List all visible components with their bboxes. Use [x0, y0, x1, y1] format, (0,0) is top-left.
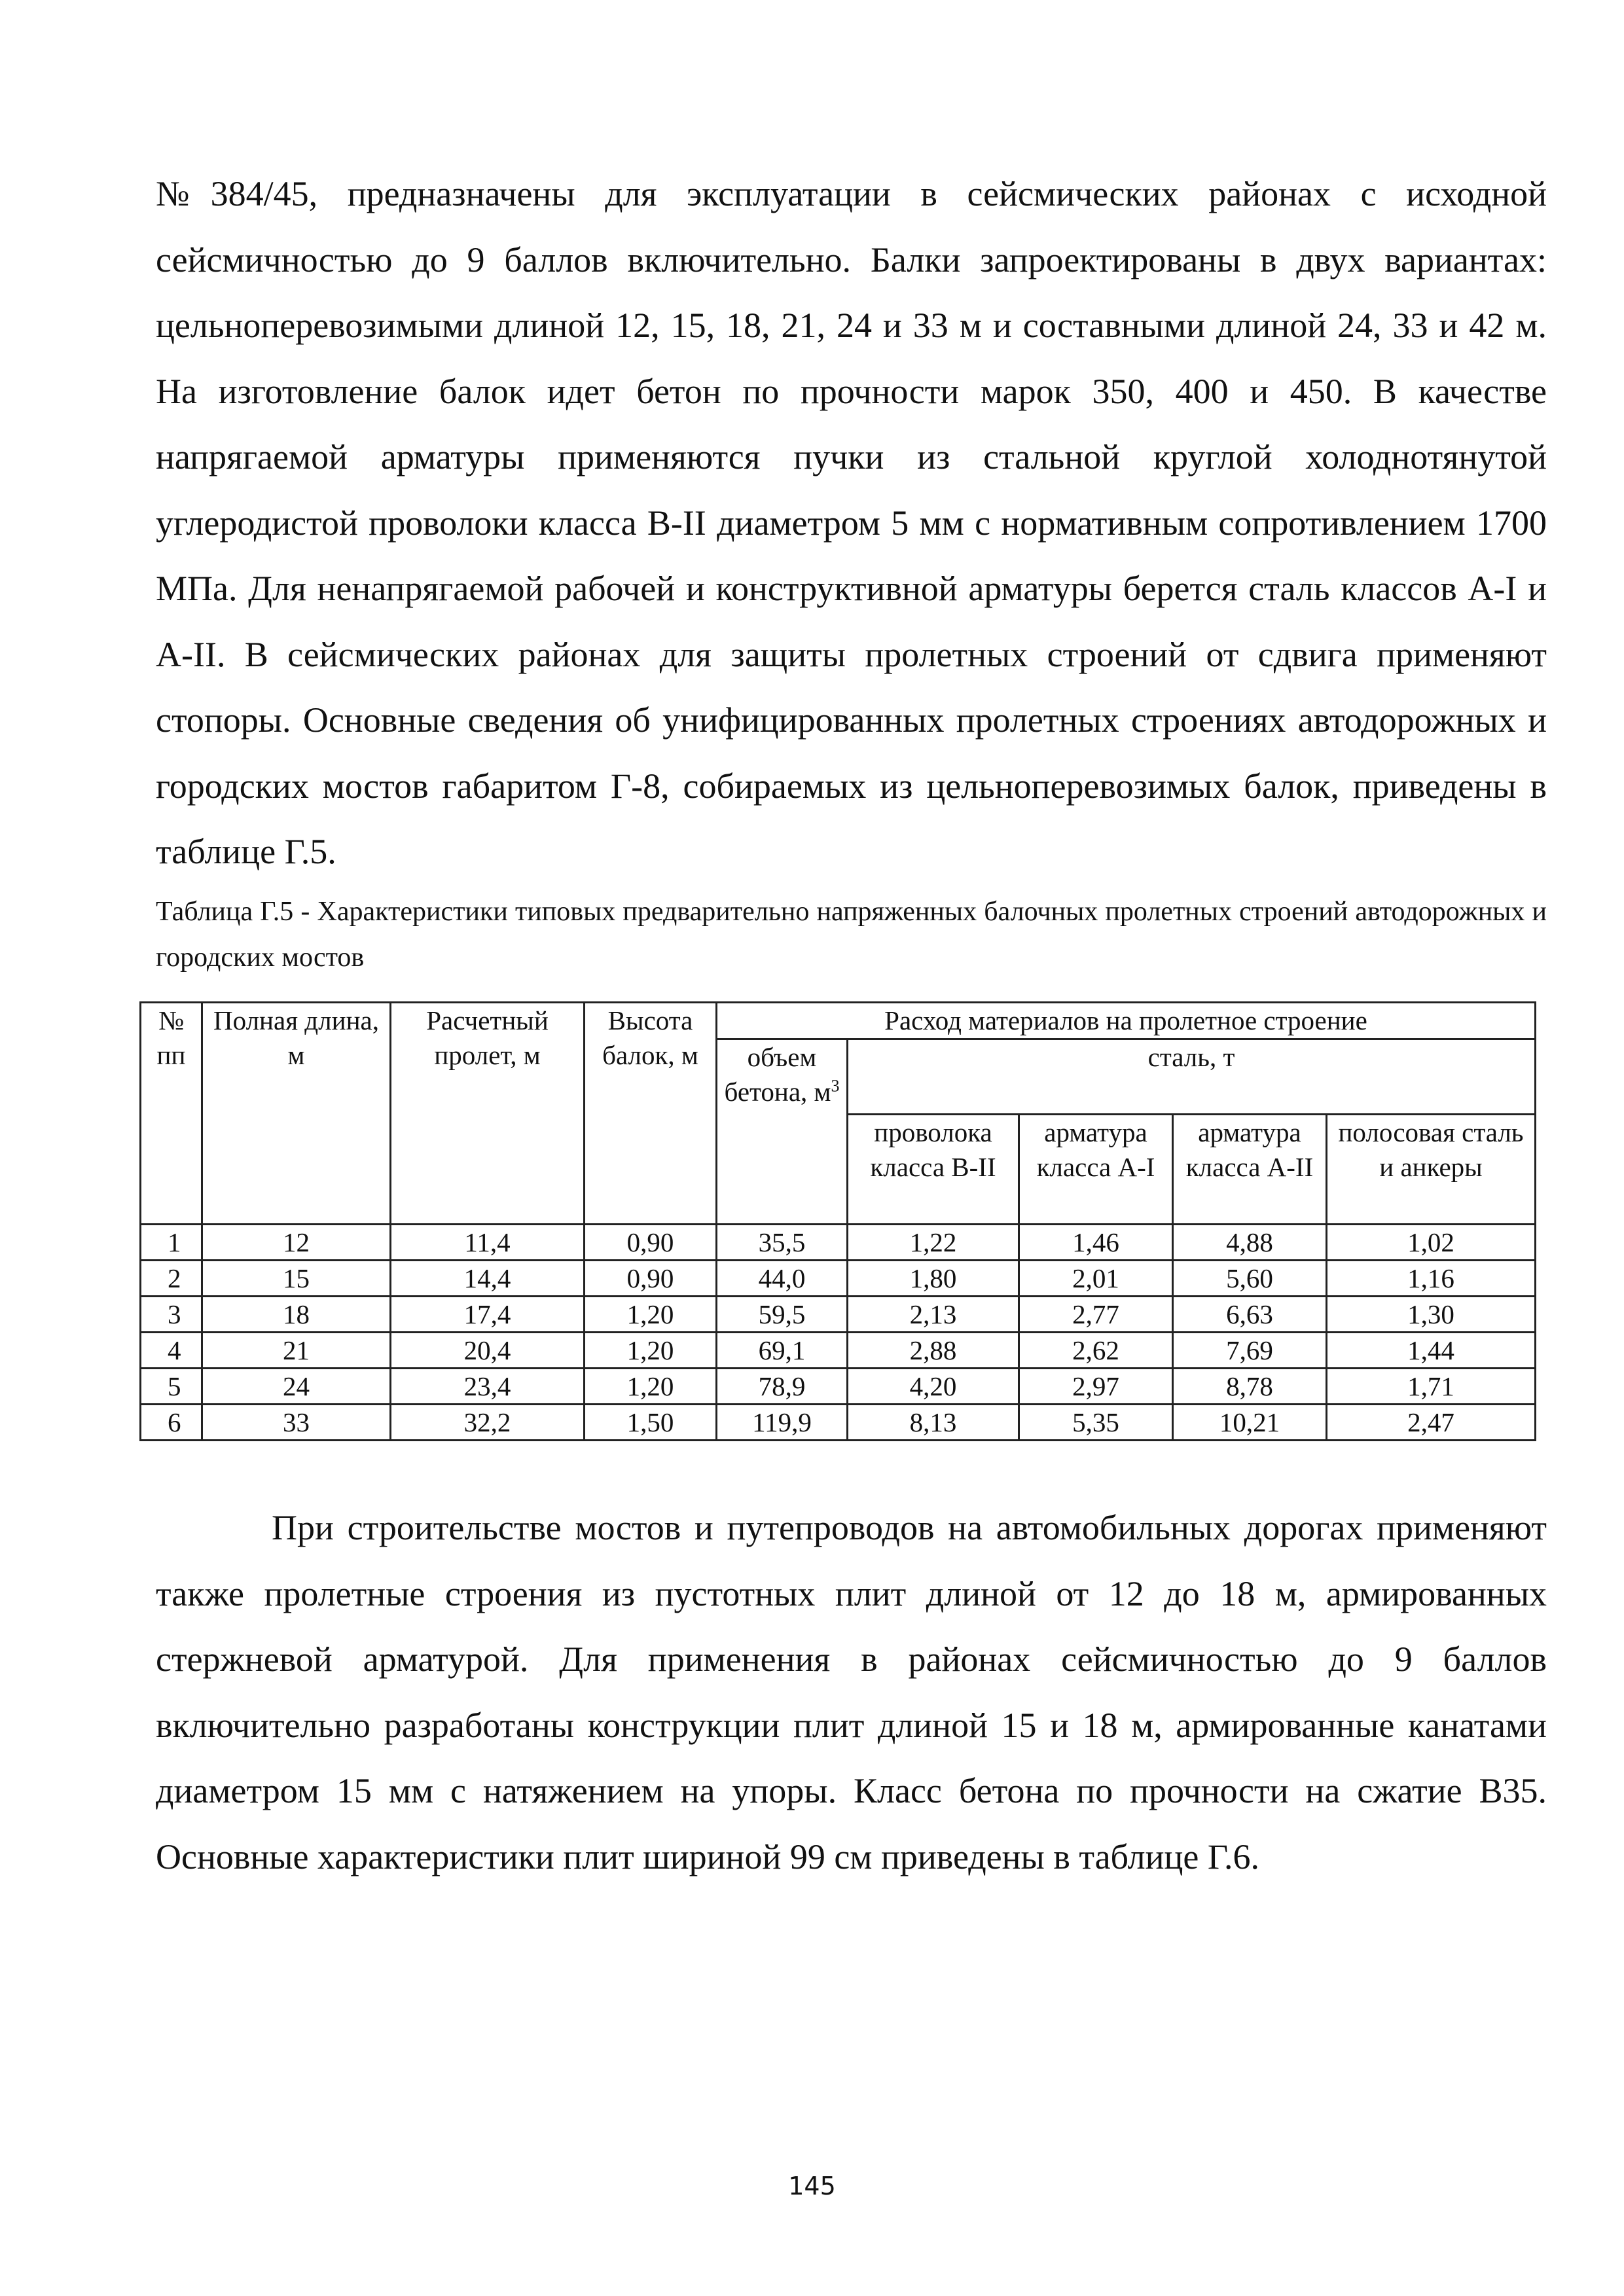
header-concrete-exponent: 3	[831, 1076, 840, 1096]
header-length: Полная длина, м	[202, 1003, 391, 1225]
cell-rebar-a2: 6,63	[1173, 1297, 1327, 1333]
cell-span: 14,4	[391, 1261, 585, 1297]
cell-num: 6	[141, 1405, 202, 1441]
paragraph-2: При строительстве мостов и путепроводов на автомобильных дорогах применяют также пролетные строения из пустотных плит длиной от 12 до 18 м, армированных стержневой арматурой. Для применения в районах сейсмичностью до 9 баллов включительно разработаны конструкции плит длиной 15 и 18 м, армированные канатами диаметром 15 мм с натяжением на упоры. Класс бетона по прочности на сжатие В35. Основные характеристики плит шириной 99 см приведены в таблице Г.6.	[156, 1508, 1547, 1876]
cell-height: 1,20	[585, 1333, 717, 1369]
cell-height: 1,20	[585, 1297, 717, 1333]
cell-concrete: 119,9	[717, 1405, 848, 1441]
cell-height: 0,90	[585, 1225, 717, 1261]
cell-strip-steel: 1,16	[1327, 1261, 1536, 1297]
table-row	[141, 1405, 1536, 1441]
cell-length: 21	[202, 1333, 391, 1369]
cell-rebar-a2: 4,88	[1173, 1225, 1327, 1261]
table-row	[141, 1369, 1536, 1405]
cell-wire: 4,20	[848, 1369, 1019, 1405]
cell-length: 18	[202, 1297, 391, 1333]
cell-num: 2	[141, 1261, 202, 1297]
cell-rebar-a2: 10,21	[1173, 1405, 1327, 1441]
cell-rebar-a1: 5,35	[1019, 1405, 1173, 1441]
cell-length: 33	[202, 1405, 391, 1441]
cell-wire: 2,88	[848, 1333, 1019, 1369]
cell-height: 1,50	[585, 1405, 717, 1441]
cell-num: 4	[141, 1333, 202, 1369]
header-concrete-label: объем бетона, м	[724, 1042, 831, 1107]
cell-span: 17,4	[391, 1297, 585, 1333]
cell-concrete: 78,9	[717, 1369, 848, 1405]
paragraph-1: №384/45, предназначены для эксплуатации в сейсмических районах с исходной сейсмичностью до 9 баллов включительно. Балки запроектированы в двух вариантах: цельноперевозимыми длиной 12, 15, 18, 21, 24 и 33 м и составными длиной 24, 33 и 42 м. На изготовление балок идет бетон по прочности марок 350, 400 и 450. В качестве напрягаемой арматуры применяются пучки из стальной круглой холоднотянутой углеродистой проволоки класса В-II диаметром 5 мм с нормативным сопротивлением 1700 МПа. Для ненапрягаемой рабочей и конструктивной арматуры берется сталь классов А-I и А-II. В сейсмических районах для защиты пролетных строений от сдвига применяют стопоры. Основные сведения об унифицированных пролетных строениях автодорожных и городских мостов габаритом Г-8, собираемых из цельноперевозимых балок, приведены в таблице Г.5.	[156, 174, 1547, 871]
cell-rebar-a2: 5,60	[1173, 1261, 1327, 1297]
header-span: Расчетный пролет, м	[391, 1003, 585, 1225]
header-wire: проволока класса В-II	[848, 1115, 1019, 1225]
cell-length: 15	[202, 1261, 391, 1297]
cell-concrete: 59,5	[717, 1297, 848, 1333]
header-concrete	[717, 1039, 848, 1225]
table-row	[141, 1261, 1536, 1297]
cell-wire: 8,13	[848, 1405, 1019, 1441]
header-rebar-a2: арматура класса А-II	[1173, 1115, 1327, 1225]
cell-rebar-a1: 1,46	[1019, 1225, 1173, 1261]
cell-span: 20,4	[391, 1333, 585, 1369]
table-header	[141, 1003, 1536, 1225]
table-caption: Таблица Г.5 - Характеристики типовых предварительно напряженных балочных пролетных строений автодорожных и городских мостов	[156, 897, 1547, 973]
cell-length: 12	[202, 1225, 391, 1261]
cell-span: 11,4	[391, 1225, 585, 1261]
cell-strip-steel: 1,44	[1327, 1333, 1536, 1369]
header-strip-steel: полосовая сталь и анкеры	[1327, 1115, 1536, 1225]
cell-wire: 2,13	[848, 1297, 1019, 1333]
spec-table	[139, 1001, 1536, 1441]
cell-num: 1	[141, 1225, 202, 1261]
cell-wire: 1,80	[848, 1261, 1019, 1297]
cell-strip-steel: 1,02	[1327, 1225, 1536, 1261]
cell-num: 5	[141, 1369, 202, 1405]
table-row	[141, 1333, 1536, 1369]
cell-height: 1,20	[585, 1369, 717, 1405]
cell-strip-steel: 2,47	[1327, 1405, 1536, 1441]
cell-concrete: 69,1	[717, 1333, 848, 1369]
cell-length: 24	[202, 1369, 391, 1405]
cell-rebar-a1: 2,97	[1019, 1369, 1173, 1405]
cell-rebar-a2: 7,69	[1173, 1333, 1327, 1369]
page-number: 145	[788, 2172, 836, 2200]
cell-span: 32,2	[391, 1405, 585, 1441]
cell-concrete: 44,0	[717, 1261, 848, 1297]
cell-rebar-a1: 2,01	[1019, 1261, 1173, 1297]
cell-rebar-a1: 2,77	[1019, 1297, 1173, 1333]
cell-strip-steel: 1,30	[1327, 1297, 1536, 1333]
header-num: № пп	[141, 1003, 202, 1225]
cell-strip-steel: 1,71	[1327, 1369, 1536, 1405]
cell-rebar-a1: 2,62	[1019, 1333, 1173, 1369]
table-body	[141, 1225, 1536, 1441]
header-height: Высота балок, м	[585, 1003, 717, 1225]
cell-height: 0,90	[585, 1261, 717, 1297]
table-row	[141, 1225, 1536, 1261]
cell-rebar-a2: 8,78	[1173, 1369, 1327, 1405]
header-materials: Расход материалов на пролетное строение	[717, 1003, 1536, 1039]
header-steel: сталь, т	[848, 1039, 1536, 1115]
cell-span: 23,4	[391, 1369, 585, 1405]
table-row	[141, 1297, 1536, 1333]
cell-num: 3	[141, 1297, 202, 1333]
header-rebar-a1: арматура класса А-I	[1019, 1115, 1173, 1225]
cell-concrete: 35,5	[717, 1225, 848, 1261]
cell-wire: 1,22	[848, 1225, 1019, 1261]
